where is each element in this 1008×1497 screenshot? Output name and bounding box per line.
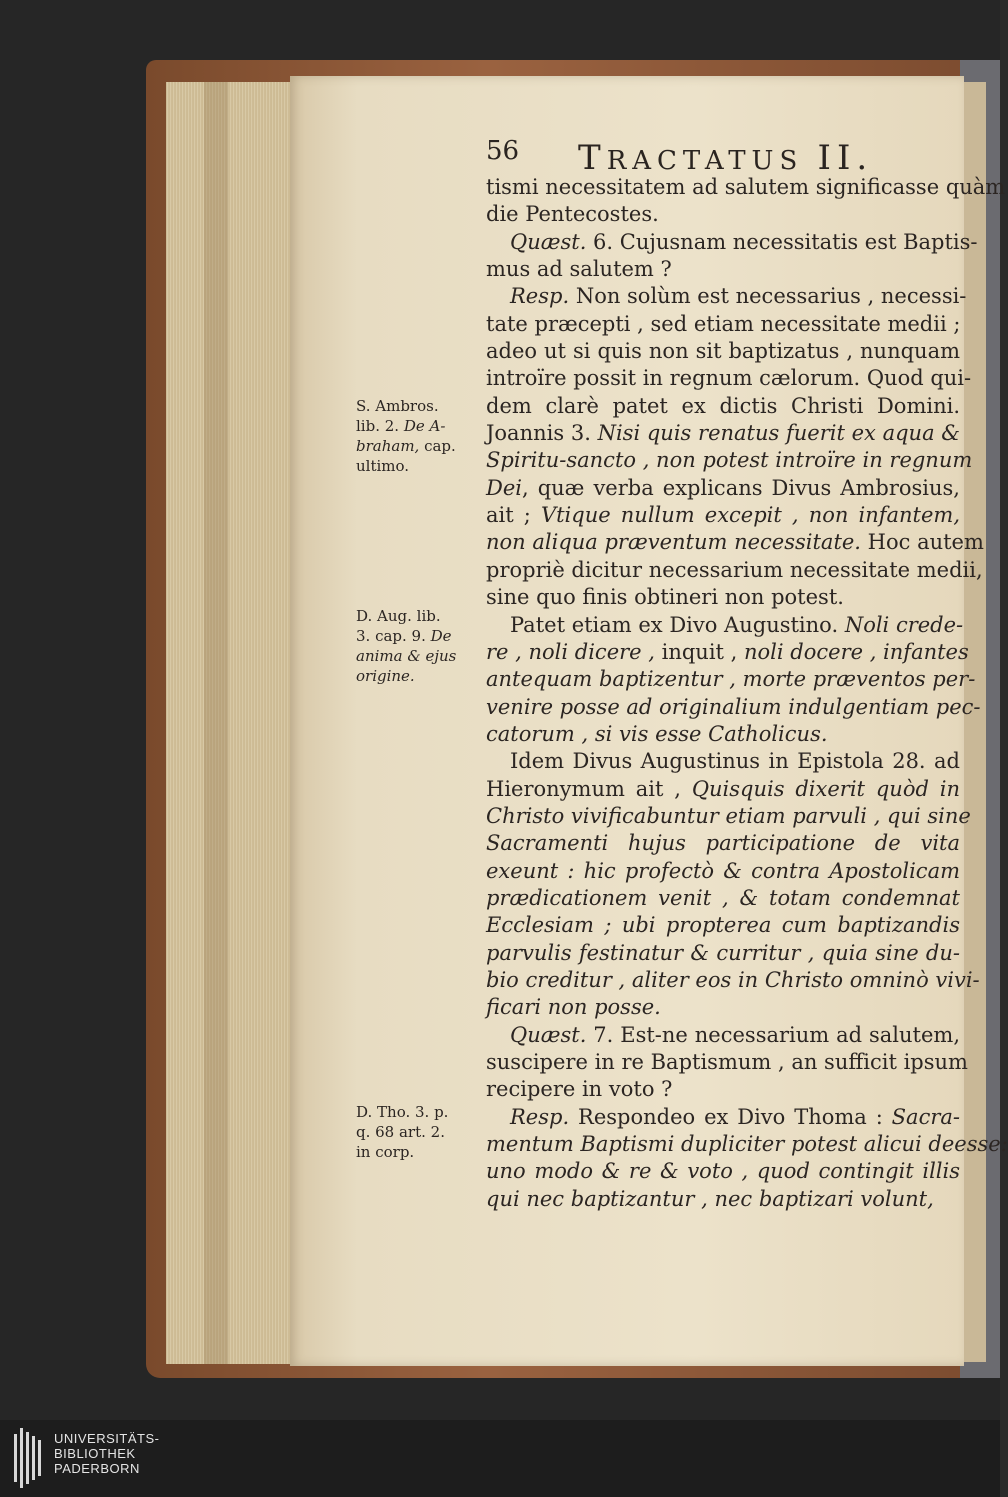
text-line	[486, 365, 972, 392]
margin-note-line	[356, 436, 482, 456]
text-line	[486, 803, 971, 830]
text-segment: Spiritu-sancto , non potest introïre in regnum	[486, 448, 973, 473]
text-line	[486, 1076, 960, 1103]
text-line	[486, 967, 980, 994]
text-segment: venire posse ad originalium indulgentiam pec-	[486, 694, 981, 719]
text-line	[486, 338, 960, 365]
text-segment: Resp.	[510, 1104, 570, 1129]
page-number: 56	[486, 136, 520, 166]
text-segment: Resp.	[510, 284, 570, 309]
text-segment: ait ;	[486, 503, 541, 528]
text-segment: adeo ut si quis non sit baptizatus , nunquam	[486, 339, 960, 364]
running-title-text: RACTATUS	[606, 146, 804, 176]
text-line	[486, 256, 960, 283]
text-segment: mentum Baptismi dupliciter potest alicui deesse:	[486, 1132, 1008, 1157]
text-segment: mus ad salutem ?	[486, 257, 672, 282]
text-line	[486, 912, 960, 939]
text-segment: Quisquis dixerit quòd in	[691, 776, 960, 801]
running-title	[578, 138, 873, 178]
text-segment: sine quo finis obtineri non potest.	[486, 585, 844, 610]
text-segment: recipere in voto ?	[486, 1077, 673, 1102]
text-segment: parvulis festinatur & curritur , quia sine du-	[486, 940, 960, 965]
margin-note-segment: anima & ejus	[356, 647, 457, 665]
text-line	[486, 612, 964, 639]
margin-note-segment: q. 68 art. 2.	[356, 1123, 445, 1141]
text-segment: Patet etiam ex Divo Augustino.	[510, 612, 845, 637]
text-segment: tate præcepti , sed etiam necessitate medii ;	[486, 311, 961, 336]
running-title-numeral: II.	[817, 138, 874, 178]
margin-note-segment: S. Ambros.	[356, 397, 439, 415]
text-segment: Joannis 3.	[486, 421, 598, 446]
text-segment: suscipere in re Baptismum , an sufficit ipsum	[486, 1050, 968, 1074]
text-segment: Quæst.	[510, 229, 587, 254]
text-line	[486, 447, 973, 474]
text-line	[486, 1158, 960, 1185]
text-segment: Vtique nullum excepit , non infantem,	[540, 503, 961, 528]
text-segment: Hoc autem	[861, 530, 984, 555]
text-line	[486, 229, 978, 256]
text-line	[486, 748, 960, 775]
text-line	[486, 502, 960, 529]
text-line	[486, 721, 960, 748]
facing-page-edge	[964, 82, 986, 1362]
text-line	[486, 201, 960, 228]
text-line	[486, 994, 960, 1021]
text-segment: Idem Divus Augustinus in Epistola 28. ad	[510, 749, 960, 774]
text-line	[486, 529, 984, 556]
margin-note-segment: origine.	[356, 667, 415, 685]
main-text	[486, 174, 1008, 1213]
margin-note-line	[356, 666, 482, 686]
margin-note-line	[356, 1122, 482, 1142]
margin-note-line	[356, 456, 482, 476]
text-segment: bio creditur , aliter eos in Christo omninò vivi-	[486, 967, 980, 992]
margin-note-segment: De A-	[403, 417, 446, 435]
text-segment: Sacramenti hujus participatione de vita	[486, 831, 960, 856]
library-name-line2: BIBLIOTHEK	[54, 1446, 136, 1461]
library-logo-icon	[14, 1428, 44, 1488]
text-line	[486, 1022, 960, 1049]
gutter-shadow	[204, 82, 228, 1364]
text-line	[486, 584, 960, 611]
text-segment: dem clarè patet ex dictis Christi Domini.	[486, 393, 960, 418]
text-segment: Dei	[486, 475, 522, 500]
margin-note-line	[356, 1142, 482, 1162]
text-line	[486, 1186, 960, 1213]
text-segment: antequam baptizentur , morte præventos per-	[486, 667, 976, 692]
text-line	[486, 283, 967, 310]
text-line	[486, 1049, 968, 1076]
text-segment: Hieronymum ait ,	[486, 776, 692, 801]
library-name	[54, 1431, 159, 1476]
margin-note-segment: D. Tho. 3. p.	[356, 1103, 449, 1121]
text-segment: exeunt : hic profectò & contra Apostolicam	[486, 858, 960, 883]
text-segment: Quæst.	[510, 1022, 587, 1047]
text-line	[486, 776, 960, 803]
text-line	[486, 174, 1006, 201]
text-line	[486, 475, 960, 502]
margin-note-line	[356, 646, 482, 666]
text-segment: 6. Cujusnam necessitatis est Baptis-	[586, 229, 978, 254]
text-segment: Nisi quis renatus fuerit ex aqua &	[597, 421, 960, 446]
page-block-edges	[166, 82, 292, 1364]
text-segment: catorum , si vis esse Catholicus.	[486, 721, 828, 746]
text-segment: noli docere , infantes	[744, 639, 969, 664]
text-line	[486, 666, 976, 693]
margin-note-segment: D. Aug. lib.	[356, 607, 441, 625]
text-line	[486, 694, 981, 721]
text-segment: propriè dicitur necessarium necessitate medii,	[486, 557, 983, 582]
library-name-line1: UNIVERSITÄTS-	[54, 1431, 160, 1446]
margin-note-augustine	[356, 606, 482, 686]
margin-note-segment: in corp.	[356, 1143, 415, 1161]
text-segment: non aliqua præventum necessitate.	[486, 530, 861, 555]
text-line	[486, 311, 960, 338]
text-segment: Ecclesiam ; ubi propterea cum baptizandis	[486, 913, 960, 938]
text-segment: Non solùm est necessarius , necessi-	[569, 284, 967, 309]
running-title-initial: T	[578, 138, 607, 178]
text-line	[486, 557, 983, 584]
text-line	[486, 830, 960, 857]
text-line	[486, 1104, 960, 1131]
margin-note-thomas	[356, 1102, 482, 1162]
text-segment: Christo vivificabuntur etiam parvuli , qui sine	[486, 803, 971, 828]
text-segment: prædicationem venit , & totam condemnat	[486, 885, 960, 910]
margin-note-segment: cap.	[419, 437, 456, 455]
margin-note-segment: braham,	[356, 437, 420, 455]
text-segment: Respondeo ex Divo Thoma :	[569, 1104, 892, 1129]
text-line	[486, 393, 960, 420]
margin-note-line	[356, 396, 482, 416]
margin-note-segment: lib. 2.	[356, 417, 404, 435]
margin-note-segment: 3. cap. 9.	[356, 627, 431, 645]
text-line	[486, 639, 969, 666]
text-segment: 7. Est-ne necessarium ad salutem,	[586, 1022, 960, 1047]
margin-note-ambrose	[356, 396, 482, 476]
text-segment: , quæ verba explicans Divus Ambrosius,	[521, 475, 960, 500]
margin-note-line	[356, 416, 482, 436]
text-segment: qui nec baptizantur , nec baptizari volunt,	[486, 1186, 934, 1211]
text-line	[486, 420, 960, 447]
text-line	[486, 940, 960, 967]
text-segment: inquit ,	[654, 639, 745, 664]
text-line	[486, 885, 960, 912]
text-segment: die Pentecostes.	[486, 202, 659, 227]
text-line	[486, 858, 960, 885]
text-segment: introïre possit in regnum cælorum. Quod qui-	[486, 366, 972, 391]
margin-note-segment: De	[430, 627, 452, 645]
margin-note-line	[356, 626, 482, 646]
text-segment: ficari non posse.	[486, 995, 661, 1020]
text-segment: uno modo & re & voto , quod contingit illis	[486, 1159, 960, 1184]
margin-note-segment: ultimo.	[356, 457, 410, 475]
text-line	[486, 1131, 1008, 1158]
text-segment: Noli crede-	[844, 612, 964, 637]
margin-note-line	[356, 606, 482, 626]
text-segment: tismi necessitatem ad salutem significasse quàm	[486, 175, 1006, 199]
library-name-line3: PADERBORN	[54, 1461, 140, 1476]
text-segment: Sacra-	[891, 1104, 960, 1129]
margin-note-line	[356, 1102, 482, 1122]
text-segment: re , noli dicere ,	[486, 639, 655, 664]
